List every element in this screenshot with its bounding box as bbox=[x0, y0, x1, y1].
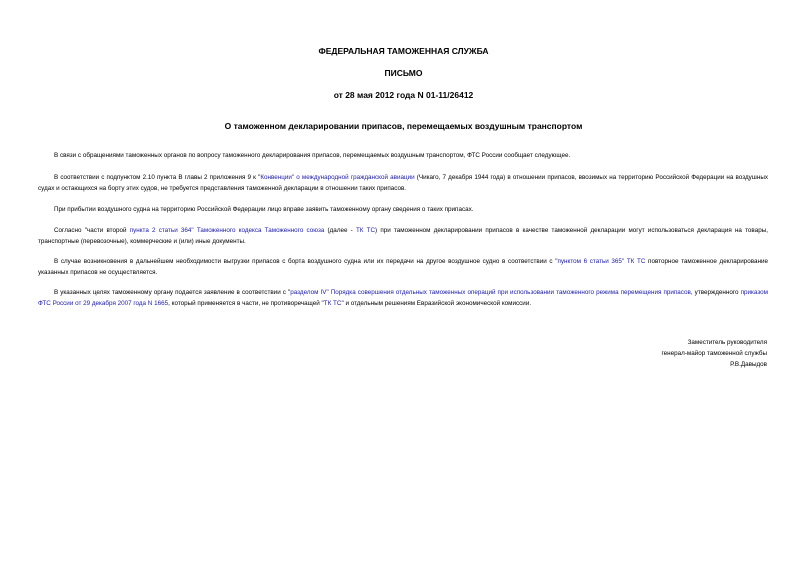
paragraph-2 bbox=[38, 172, 768, 194]
paragraph-6 bbox=[38, 287, 768, 309]
paragraph-text: , утвержденного bbox=[690, 289, 741, 296]
document-subject: О таможенном декларировании припасов, перемещаемых воздушным транспортом bbox=[224, 121, 583, 131]
agency-title: ФЕДЕРАЛЬНАЯ ТАМОЖЕННАЯ СЛУЖБА bbox=[318, 46, 489, 56]
paragraph-text: " и отдельным решениям Евразийской экономической комиссии. bbox=[341, 300, 532, 307]
customs-code-article-364-link[interactable]: пункта 2 статьи 364" Таможенного кодекса Таможенного союза bbox=[129, 227, 325, 234]
document-date-number: от 28 мая 2012 года N 01-11/26412 bbox=[333, 90, 474, 100]
paragraph-text: В указанных целях таможенному органу подается заявление в соответствии с " bbox=[54, 289, 291, 296]
paragraph-5 bbox=[38, 256, 768, 278]
convention-link[interactable]: Конвенции" о международной гражданской авиации bbox=[260, 174, 415, 181]
paragraph-4 bbox=[38, 225, 768, 247]
paragraph-text: повторное таможенное декларирование указанных припасов не осуществляется. bbox=[38, 258, 768, 276]
paragraph-text: При прибытии воздушного судна на территорию Российской Федерации лицо вправе заявить таможенному органу сведения о таких припасах. bbox=[54, 206, 474, 213]
paragraph-text: В связи с обращениями таможенных органов по вопросу таможенного декларирования припасов, перемещаемых воздушным транспортом, ФТС России сообщает следующее. bbox=[54, 152, 571, 159]
fts-order-1665-link[interactable]: приказом ФТС России от 29 декабря 2007 года N 1665 bbox=[38, 289, 768, 307]
paragraph-text: , который применяется в части, не противоречащей " bbox=[168, 300, 324, 307]
signature-block bbox=[662, 337, 768, 370]
paragraph-text: ) при таможенном декларировании припасов в качестве таможенной декларации могут использоваться декларация на товары, транспортные (перевозочные), коммерческие и (или) иные документы. bbox=[38, 227, 768, 245]
paragraph-text: Согласно "части второй bbox=[54, 227, 130, 234]
paragraph-1 bbox=[38, 150, 768, 161]
article-365-link[interactable]: пунктом 6 статьи 365" ТК ТС bbox=[557, 258, 646, 265]
tk-ts-link[interactable]: ТК ТС bbox=[355, 227, 376, 234]
paragraph-3 bbox=[38, 204, 768, 215]
signatory-name: Р.В.Давыдов bbox=[730, 361, 767, 368]
signatory-position: Заместитель руководителя bbox=[687, 339, 767, 346]
paragraph-text: (далее - bbox=[324, 227, 356, 234]
paragraph-text: В случае возникновения в дальнейшем необходимости выгрузки припасов с борта воздушного судна или их передачи на другое воздушное судно в соответствии с " bbox=[54, 258, 558, 265]
tk-ts-link[interactable]: ТК ТС bbox=[323, 300, 342, 307]
paragraph-text: В соответствии с подпунктом 2.10 пункта В главы 2 приложения 9 к " bbox=[54, 174, 261, 181]
document-type: ПИСЬМО bbox=[384, 68, 423, 78]
signatory-rank: генерал-майор таможенной службы bbox=[661, 350, 767, 357]
paragraph-text: (Чикаго, 7 декабря 1944 года) в отношении припасов, ввозимых на территорию Российской Федерации на воздушных судах и остающихся на борту этих судов, не требуется представления таможенной декларации в отношении таких припасов. bbox=[38, 174, 768, 192]
section-iv-procedure-link[interactable]: разделом IV" Порядка совершения отдельных таможенных операций при использовании таможенного режима перемещения припасов bbox=[290, 289, 691, 296]
